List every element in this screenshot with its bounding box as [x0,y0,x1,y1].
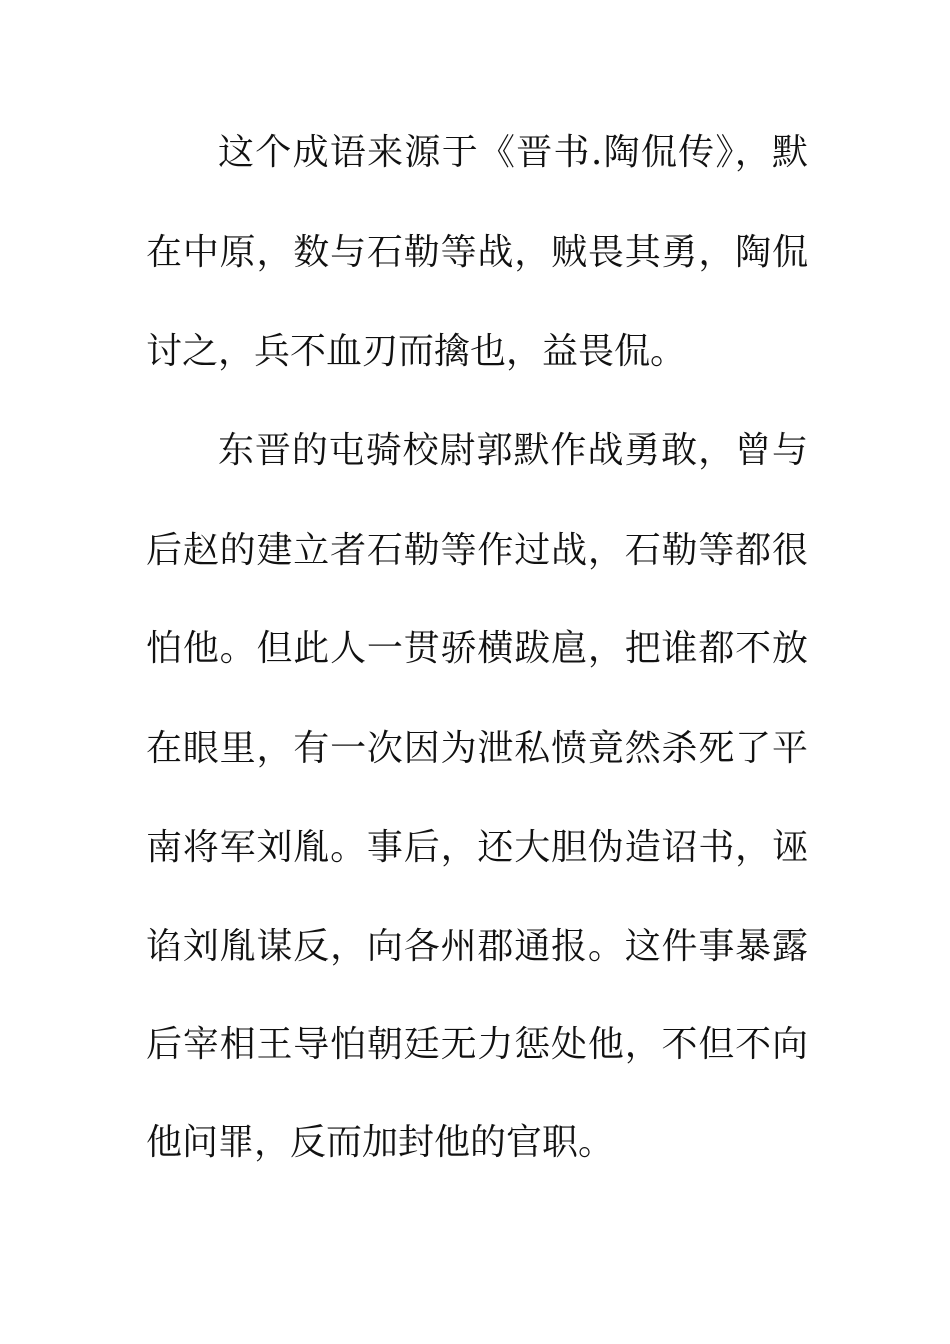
paragraph-2-line-3: 怕他。但此人一贯骄横跋扈，把谁都不放 [146,628,808,669]
paragraph-2-line-6: 谄刘胤谋反，向各州郡通报。这件事暴露 [146,926,808,967]
paragraph-2-line-1: 东晋的屯骑校尉郭默作战勇敢，曾与 [218,430,808,471]
paragraph-1-line-3: 讨之，兵不血刃而擒也，益畏侃。 [146,331,687,372]
paragraph-2-line-5: 南将军刘胤。事后，还大胆伪造诏书，诬 [146,827,808,868]
paragraph-2-line-2: 后赵的建立者石勒等作过战，石勒等都很 [146,530,808,571]
paragraph-1-line-1: 这个成语来源于《晋书.陶侃传》，默 [218,132,808,173]
paragraph-1-line-2: 在中原，数与石勒等战，贼畏其勇，陶侃 [146,232,808,273]
paragraph-2-line-8: 他问罪，反而加封他的官职。 [146,1122,615,1163]
paragraph-2-line-7: 后宰相王导怕朝廷无力惩处他，不但不向 [146,1024,808,1065]
paragraph-2-line-4: 在眼里，有一次因为泄私愤竟然杀死了平 [146,728,808,769]
